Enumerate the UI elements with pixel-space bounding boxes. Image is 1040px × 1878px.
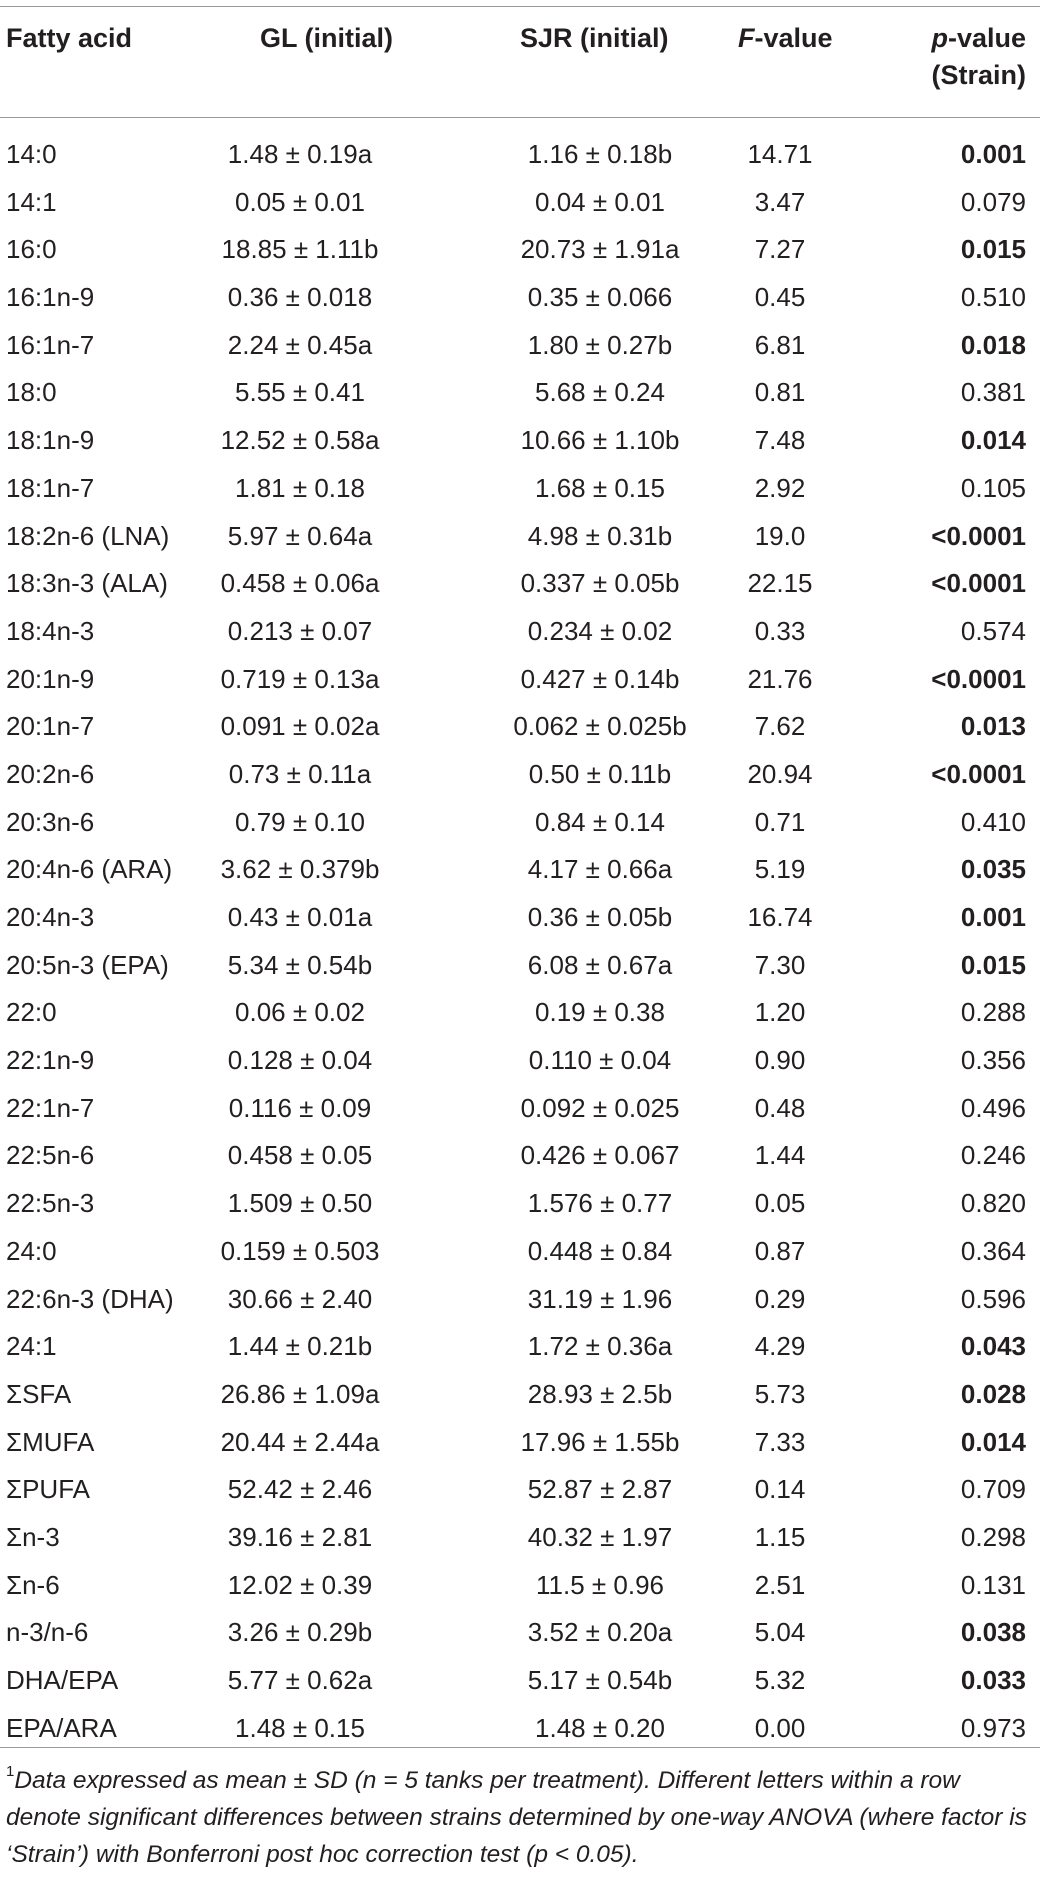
cell-p-value: 0.356 bbox=[960, 1045, 1026, 1076]
cell-fatty-acid: 20:5n-3 (EPA) bbox=[6, 949, 169, 980]
cell-f-value: 20.94 bbox=[747, 758, 813, 789]
cell-gl: 5.34 ± 0.54b bbox=[227, 949, 373, 980]
cell-p-value: 0.709 bbox=[960, 1474, 1026, 1505]
header-p-value bbox=[931, 20, 1026, 94]
cell-gl: 0.458 ± 0.05 bbox=[227, 1140, 373, 1171]
table-row bbox=[0, 1514, 1040, 1562]
cell-fatty-acid: 20:4n-6 (ARA) bbox=[6, 854, 173, 885]
cell-p-value: 0.510 bbox=[960, 282, 1026, 313]
cell-p-value: 0.596 bbox=[960, 1283, 1026, 1314]
cell-gl: 1.81 ± 0.18 bbox=[235, 472, 365, 503]
cell-f-value: 0.00 bbox=[754, 1712, 806, 1743]
cell-f-value: 14.71 bbox=[747, 139, 813, 169]
cell-fatty-acid: 18:4n-3 bbox=[6, 615, 95, 646]
cell-sjr: 31.19 ± 1.96 bbox=[527, 1283, 673, 1314]
table-row bbox=[0, 846, 1040, 894]
footnote-marker: 1 bbox=[6, 1763, 15, 1780]
table-footnote bbox=[6, 1762, 1032, 1873]
cell-sjr: 0.19 ± 0.38 bbox=[535, 997, 665, 1028]
cell-p-value: <0.0001 bbox=[931, 568, 1026, 599]
cell-gl: 18.85 ± 1.11b bbox=[221, 234, 379, 265]
cell-gl: 39.16 ± 2.81 bbox=[227, 1521, 373, 1552]
cell-fatty-acid: 16:1n-7 bbox=[6, 329, 95, 360]
table-row bbox=[0, 703, 1040, 751]
footnote-text: Data expressed as mean ± SD (n = 5 tanks per treatment). Different letters within a row denote significant differences between strains determined by one-way ANOVA (where factor is ‘Strain’) with Bonferroni post hoc correction test (p < 0.05). bbox=[6, 1767, 1027, 1868]
cell-sjr: 40.32 ± 1.97 bbox=[527, 1521, 673, 1552]
cell-sjr: 1.16 ± 0.18b bbox=[527, 139, 673, 169]
header-f-italic: F bbox=[738, 23, 755, 53]
cell-sjr: 0.36 ± 0.05b bbox=[527, 902, 673, 932]
cell-f-value: 7.62 bbox=[754, 711, 806, 742]
cell-f-value: 5.19 bbox=[754, 854, 806, 885]
cell-p-value: 0.018 bbox=[960, 329, 1026, 360]
cell-f-value: 2.92 bbox=[754, 472, 806, 503]
cell-p-value: 0.028 bbox=[960, 1378, 1026, 1409]
cell-sjr: 0.50 ± 0.11b bbox=[528, 758, 672, 789]
cell-p-value: 0.014 bbox=[960, 1426, 1026, 1457]
cell-f-value: 0.90 bbox=[754, 1045, 806, 1076]
cell-sjr: 0.062 ± 0.025b bbox=[513, 711, 687, 742]
cell-f-value: 0.33 bbox=[754, 615, 806, 646]
cell-f-value: 19.0 bbox=[754, 520, 806, 551]
cell-sjr: 0.110 ± 0.04 bbox=[528, 1045, 672, 1076]
cell-sjr: 0.337 ± 0.05b bbox=[520, 568, 680, 599]
cell-p-value: 0.820 bbox=[960, 1188, 1026, 1219]
cell-f-value: 1.15 bbox=[754, 1521, 806, 1552]
cell-fatty-acid: 24:0 bbox=[6, 1235, 57, 1266]
cell-p-value: 0.035 bbox=[960, 854, 1026, 885]
cell-gl: 52.42 ± 2.46 bbox=[227, 1474, 373, 1505]
cell-fatty-acid: 16:1n-9 bbox=[6, 282, 95, 313]
cell-fatty-acid: ΣPUFA bbox=[6, 1474, 90, 1505]
table-row bbox=[0, 1419, 1040, 1467]
cell-fatty-acid: 20:2n-6 bbox=[6, 758, 95, 789]
cell-f-value: 0.81 bbox=[754, 377, 806, 408]
cell-p-value: <0.0001 bbox=[931, 758, 1026, 789]
cell-p-value: 0.015 bbox=[960, 234, 1026, 265]
cell-sjr: 6.08 ± 0.67a bbox=[527, 949, 673, 980]
table-row bbox=[0, 1466, 1040, 1514]
cell-gl: 1.509 ± 0.50 bbox=[227, 1188, 373, 1219]
cell-gl: 0.36 ± 0.018 bbox=[227, 282, 373, 313]
cell-sjr: 0.04 ± 0.01 bbox=[535, 186, 665, 217]
cell-gl: 30.66 ± 2.40 bbox=[227, 1283, 373, 1314]
cell-p-value: 0.014 bbox=[960, 425, 1026, 456]
table-row bbox=[0, 1180, 1040, 1228]
cell-p-value: 0.015 bbox=[960, 949, 1026, 980]
table-row bbox=[0, 465, 1040, 513]
cell-sjr: 28.93 ± 2.5b bbox=[527, 1378, 673, 1409]
cell-sjr: 0.84 ± 0.14 bbox=[535, 806, 665, 837]
cell-f-value: 2.51 bbox=[754, 1569, 806, 1600]
cell-p-value: 0.288 bbox=[960, 997, 1026, 1028]
cell-fatty-acid: 18:0 bbox=[6, 377, 57, 408]
cell-gl: 0.719 ± 0.13a bbox=[220, 663, 380, 694]
header-f-value bbox=[738, 20, 833, 57]
cell-fatty-acid: 20:3n-6 bbox=[6, 806, 95, 837]
cell-f-value: 0.71 bbox=[754, 806, 806, 837]
cell-gl: 1.48 ± 0.19a bbox=[227, 139, 373, 169]
cell-fatty-acid: EPA/ARA bbox=[6, 1712, 117, 1743]
cell-f-value: 16.74 bbox=[747, 902, 813, 932]
table-row bbox=[0, 799, 1040, 847]
cell-f-value: 7.48 bbox=[754, 425, 806, 456]
cell-p-value: 0.574 bbox=[960, 615, 1026, 646]
cell-p-value: 0.079 bbox=[960, 186, 1026, 217]
table-row bbox=[0, 894, 1040, 942]
cell-sjr: 52.87 ± 2.87 bbox=[527, 1474, 673, 1505]
header-sjr: SJR (initial) bbox=[520, 23, 669, 53]
cell-f-value: 22.15 bbox=[747, 568, 813, 599]
cell-fatty-acid: Σn-6 bbox=[6, 1569, 60, 1600]
cell-p-value: <0.0001 bbox=[931, 520, 1026, 551]
cell-gl: 0.213 ± 0.07 bbox=[227, 615, 373, 646]
table-row bbox=[0, 751, 1040, 799]
cell-fatty-acid: 22:1n-9 bbox=[6, 1045, 95, 1076]
table-row bbox=[0, 417, 1040, 465]
cell-gl: 3.26 ± 0.29b bbox=[227, 1617, 373, 1648]
cell-sjr: 20.73 ± 1.91a bbox=[520, 234, 680, 265]
cell-p-value: 0.043 bbox=[960, 1331, 1026, 1362]
cell-gl: 0.73 ± 0.11a bbox=[228, 758, 372, 789]
cell-fatty-acid: 18:2n-6 (LNA) bbox=[6, 520, 170, 551]
table-row bbox=[0, 1657, 1040, 1705]
cell-p-value: 0.105 bbox=[960, 472, 1026, 503]
table-row bbox=[0, 656, 1040, 704]
cell-f-value: 7.30 bbox=[754, 949, 806, 980]
cell-sjr: 0.427 ± 0.14b bbox=[520, 663, 680, 694]
table-row bbox=[0, 1085, 1040, 1133]
table-row bbox=[0, 989, 1040, 1037]
cell-p-value: 0.973 bbox=[960, 1712, 1026, 1743]
cell-f-value: 5.04 bbox=[754, 1617, 806, 1648]
table-row bbox=[0, 942, 1040, 990]
cell-gl: 0.79 ± 0.10 bbox=[235, 806, 365, 837]
cell-gl: 5.55 ± 0.41 bbox=[235, 377, 365, 408]
cell-f-value: 5.73 bbox=[754, 1378, 806, 1409]
cell-sjr: 5.68 ± 0.24 bbox=[535, 377, 665, 408]
cell-gl: 1.44 ± 0.21b bbox=[227, 1331, 373, 1362]
cell-f-value: 0.05 bbox=[754, 1188, 806, 1219]
cell-fatty-acid: ΣMUFA bbox=[6, 1426, 95, 1457]
cell-f-value: 4.29 bbox=[754, 1331, 806, 1362]
cell-f-value: 0.29 bbox=[754, 1283, 806, 1314]
cell-gl: 0.091 ± 0.02a bbox=[220, 711, 380, 742]
cell-fatty-acid: 20:4n-3 bbox=[6, 902, 95, 932]
header-gl: GL (initial) bbox=[260, 23, 393, 53]
table-top-rule bbox=[0, 6, 1040, 7]
header-p-italic: p bbox=[931, 23, 948, 53]
cell-sjr: 1.72 ± 0.36a bbox=[527, 1331, 673, 1362]
table-row bbox=[0, 179, 1040, 227]
cell-f-value: 7.27 bbox=[754, 234, 806, 265]
cell-fatty-acid: 18:1n-9 bbox=[6, 425, 95, 456]
cell-sjr: 1.48 ± 0.20 bbox=[535, 1712, 665, 1743]
table-row bbox=[0, 1276, 1040, 1324]
cell-fatty-acid: 16:0 bbox=[6, 234, 57, 265]
cell-sjr: 1.576 ± 0.77 bbox=[527, 1188, 673, 1219]
cell-f-value: 7.33 bbox=[754, 1426, 806, 1457]
cell-sjr: 5.17 ± 0.54b bbox=[527, 1665, 673, 1695]
cell-gl: 0.06 ± 0.02 bbox=[235, 997, 365, 1028]
table-row bbox=[0, 322, 1040, 370]
cell-sjr: 1.68 ± 0.15 bbox=[535, 472, 665, 503]
cell-sjr: 10.66 ± 1.10b bbox=[520, 425, 680, 456]
cell-gl: 0.116 ± 0.09 bbox=[228, 1092, 372, 1123]
cell-sjr: 4.17 ± 0.66a bbox=[527, 854, 673, 885]
table-row bbox=[0, 226, 1040, 274]
table-row bbox=[0, 608, 1040, 656]
cell-p-value: <0.0001 bbox=[931, 663, 1026, 694]
table-row bbox=[0, 369, 1040, 417]
cell-p-value: 0.298 bbox=[960, 1521, 1026, 1552]
cell-f-value: 0.45 bbox=[754, 282, 806, 313]
cell-gl: 0.159 ± 0.503 bbox=[220, 1235, 380, 1266]
table-row bbox=[0, 1371, 1040, 1419]
cell-sjr: 0.426 ± 0.067 bbox=[520, 1140, 680, 1171]
cell-f-value: 1.20 bbox=[754, 997, 806, 1028]
cell-p-value: 0.410 bbox=[960, 806, 1026, 837]
header-fatty-acid: Fatty acid bbox=[6, 23, 133, 53]
cell-gl: 20.44 ± 2.44a bbox=[220, 1426, 380, 1457]
cell-gl: 26.86 ± 1.09a bbox=[220, 1378, 380, 1409]
cell-p-value: 0.131 bbox=[960, 1569, 1026, 1600]
cell-p-value: 0.246 bbox=[960, 1140, 1026, 1171]
cell-p-value: 0.496 bbox=[960, 1092, 1026, 1123]
table-body bbox=[0, 131, 1040, 1752]
cell-f-value: 1.44 bbox=[754, 1140, 806, 1171]
table-row bbox=[0, 1705, 1040, 1753]
header-p-line1 bbox=[931, 20, 1026, 57]
header-p-rest: -value bbox=[947, 23, 1026, 53]
cell-gl: 5.77 ± 0.62a bbox=[227, 1665, 373, 1695]
cell-fatty-acid: 22:6n-3 (DHA) bbox=[6, 1283, 174, 1314]
cell-gl: 0.05 ± 0.01 bbox=[235, 186, 365, 217]
table-bottom-rule bbox=[0, 1747, 1040, 1748]
table-header bbox=[0, 20, 1040, 110]
cell-fatty-acid: 22:0 bbox=[6, 997, 57, 1028]
cell-fatty-acid: 22:1n-7 bbox=[6, 1092, 95, 1123]
table-row bbox=[0, 1228, 1040, 1276]
cell-p-value: 0.001 bbox=[960, 902, 1026, 932]
header-p-line2: (Strain) bbox=[931, 60, 1026, 90]
cell-fatty-acid: 14:1 bbox=[6, 186, 57, 217]
cell-fatty-acid: DHA/EPA bbox=[6, 1665, 119, 1695]
table-row bbox=[0, 1132, 1040, 1180]
cell-f-value: 6.81 bbox=[754, 329, 806, 360]
cell-p-value: 0.381 bbox=[960, 377, 1026, 408]
cell-p-value: 0.033 bbox=[960, 1665, 1026, 1695]
table-row bbox=[0, 274, 1040, 322]
table-row bbox=[0, 1562, 1040, 1610]
cell-gl: 1.48 ± 0.15 bbox=[235, 1712, 365, 1743]
cell-p-value: 0.038 bbox=[960, 1617, 1026, 1648]
cell-gl: 12.02 ± 0.39 bbox=[227, 1569, 373, 1600]
cell-gl: 3.62 ± 0.379b bbox=[220, 854, 380, 885]
header-f-rest: -value bbox=[754, 23, 833, 53]
cell-gl: 5.97 ± 0.64a bbox=[227, 520, 373, 551]
table-row bbox=[0, 1323, 1040, 1371]
table-row bbox=[0, 1609, 1040, 1657]
cell-fatty-acid: 22:5n-3 bbox=[6, 1188, 95, 1219]
header-rule bbox=[0, 117, 1040, 118]
cell-p-value: 0.013 bbox=[960, 711, 1026, 742]
cell-fatty-acid: 24:1 bbox=[6, 1331, 57, 1362]
cell-sjr: 0.35 ± 0.066 bbox=[527, 282, 673, 313]
table-row bbox=[0, 513, 1040, 561]
cell-fatty-acid: 22:5n-6 bbox=[6, 1140, 95, 1171]
cell-f-value: 0.87 bbox=[754, 1235, 806, 1266]
cell-gl: 0.128 ± 0.04 bbox=[227, 1045, 373, 1076]
cell-sjr: 11.5 ± 0.96 bbox=[536, 1569, 664, 1600]
cell-p-value: 0.001 bbox=[960, 139, 1026, 169]
cell-f-value: 21.76 bbox=[747, 663, 813, 694]
table-row bbox=[0, 131, 1040, 179]
cell-f-value: 0.48 bbox=[754, 1092, 806, 1123]
cell-sjr: 0.092 ± 0.025 bbox=[520, 1092, 680, 1123]
cell-f-value: 5.32 bbox=[754, 1665, 806, 1695]
cell-sjr: 1.80 ± 0.27b bbox=[527, 329, 673, 360]
cell-fatty-acid: ΣSFA bbox=[6, 1378, 72, 1409]
table-row bbox=[0, 560, 1040, 608]
cell-gl: 12.52 ± 0.58a bbox=[220, 425, 380, 456]
cell-f-value: 3.47 bbox=[754, 186, 806, 217]
cell-fatty-acid: 20:1n-9 bbox=[6, 663, 95, 694]
cell-gl: 0.43 ± 0.01a bbox=[227, 902, 373, 932]
cell-sjr: 4.98 ± 0.31b bbox=[527, 520, 673, 551]
cell-gl: 0.458 ± 0.06a bbox=[220, 568, 380, 599]
cell-fatty-acid: 14:0 bbox=[6, 139, 57, 169]
cell-fatty-acid: 18:1n-7 bbox=[6, 472, 95, 503]
cell-gl: 2.24 ± 0.45a bbox=[227, 329, 373, 360]
cell-p-value: 0.364 bbox=[960, 1235, 1026, 1266]
cell-sjr: 17.96 ± 1.55b bbox=[520, 1426, 680, 1457]
table-row bbox=[0, 1037, 1040, 1085]
cell-sjr: 3.52 ± 0.20a bbox=[527, 1617, 673, 1648]
cell-fatty-acid: Σn-3 bbox=[6, 1521, 60, 1552]
cell-fatty-acid: 20:1n-7 bbox=[6, 711, 95, 742]
cell-fatty-acid: n-3/n-6 bbox=[6, 1617, 89, 1648]
cell-fatty-acid: 18:3n-3 (ALA) bbox=[6, 568, 168, 599]
cell-f-value: 0.14 bbox=[754, 1474, 806, 1505]
cell-sjr: 0.234 ± 0.02 bbox=[527, 615, 673, 646]
cell-sjr: 0.448 ± 0.84 bbox=[527, 1235, 673, 1266]
